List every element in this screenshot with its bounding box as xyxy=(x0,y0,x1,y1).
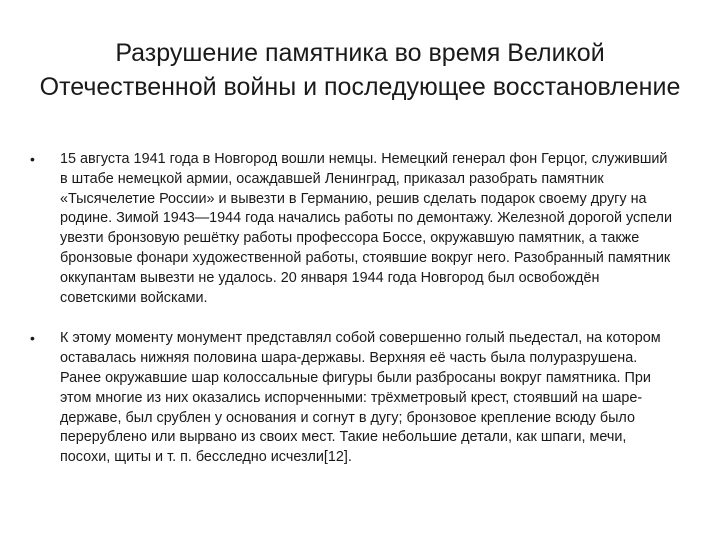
bullet-item-1 xyxy=(28,150,678,308)
bullet-text: 15 августа 1941 года в Новгород вошли немцы. Немецкий генерал фон Герцог, служивший в штабе немецкой армии, осаждавшей Ленинград, приказал разобрать памятник «Тысячелетие России» и вывезти в Германию, решив сделать подарок своему другу на родине. Зимой 1943—1944 года начались работы по демонтажу. Железной дорогой успели увезти бронзовую решётку работы профессора Боссе, окружавшую памятник, а также бронзовые фонари художественной работы, стоявшие вокруг него. Разобранный памятник оккупантам вывезти не удалось. 20 января 1944 года Новгород был освобождён советскими войсками. xyxy=(60,151,672,306)
bullet-item-2 xyxy=(28,329,678,468)
bullet-list xyxy=(28,150,678,489)
bullet-text: К этому моменту монумент представлял собой совершенно голый пьедестал, на котором оставалась нижняя половина шара-державы. Верхняя её часть была полуразрушена. Ранее окружавшие шар колоссальные фигуры были разбросаны вокруг памятника. При этом многие из них оказались испорченными: трёхметровый крест, стоявший на шаре-державе, был срублен у основания и согнут в дугу; бронзовое крепление всюду было перерублено или вырвано из своих мест. Такие небольшие детали, как шпаги, мечи, посохи, щиты и т. п. бесследно исчезли[12]. xyxy=(60,330,661,466)
bullet-icon: • xyxy=(30,151,35,167)
bullet-icon: • xyxy=(30,330,35,347)
slide-title: Разрушение памятника во время Великой Отечественной войны и последующее восстановление xyxy=(39,39,681,101)
